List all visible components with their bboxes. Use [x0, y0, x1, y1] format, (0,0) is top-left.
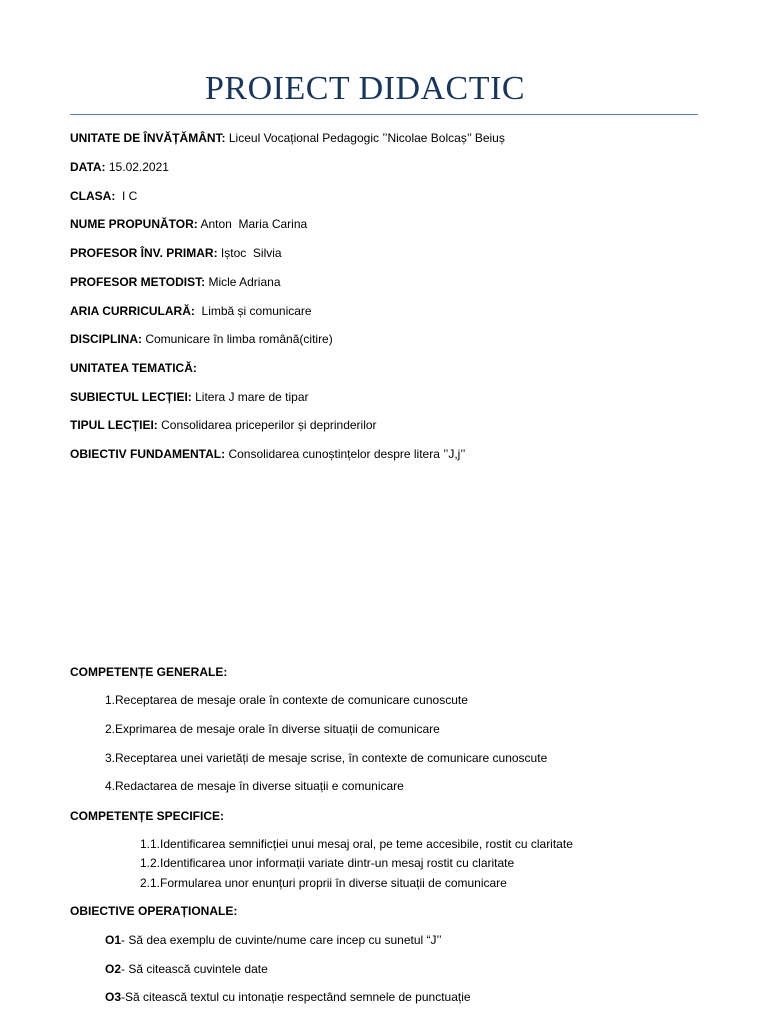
list-item: 3.Receptarea unei varietăți de mesaje scrise, în contexte de comunicare cunoscute: [105, 751, 548, 765]
field-label: ARIA CURRICULARĂ:: [70, 304, 195, 318]
list-item: 4.Redactarea de mesaje în diverse situații e comunicare: [105, 779, 404, 793]
competente-generale-heading: COMPETENȚE GENERALE:: [70, 665, 228, 679]
list-item: 1.2.Identificarea unor informații variate dintr-un mesaj rostit cu claritate: [140, 856, 515, 870]
field-label: TIPUL LECȚIEI:: [70, 418, 158, 432]
field-value: Liceul Vocațional Pedagogic ’’Nicolae Bolcaș’’ Beiuș: [225, 131, 505, 145]
field-disciplina: [70, 331, 333, 347]
field-profesor-inv: [70, 245, 282, 261]
field-unitate: [70, 130, 505, 146]
field-label: NUME PROPUNĂTOR:: [70, 217, 198, 231]
field-profesor-metodist: [70, 274, 281, 290]
field-label: PROFESOR METODIST:: [70, 275, 206, 289]
list-item: 1.Receptarea de mesaje orale în contexte de comunicare cunoscute: [105, 693, 468, 707]
objective-item: [105, 961, 268, 977]
field-data: [70, 159, 169, 175]
list-item: 2.Exprimarea de mesaje orale în diverse situații de comunicare: [105, 722, 440, 736]
field-value: I C: [115, 189, 138, 203]
field-label: DATA:: [70, 160, 106, 174]
competente-specifice-heading: COMPETENȚE SPECIFICE:: [70, 809, 225, 823]
field-value: Litera J mare de tipar: [191, 390, 309, 404]
field-unitatea-tematica: [70, 360, 197, 376]
field-label: PROFESOR ÎNV. PRIMAR:: [70, 246, 218, 260]
list-item: 1.1.Identificarea semnificției unui mesaj oral, pe teme accesibile, rostit cu claritate: [140, 837, 573, 851]
field-label: DISCIPLINA:: [70, 332, 142, 346]
field-label: CLASA:: [70, 189, 116, 203]
field-propunator: [70, 216, 307, 232]
field-value: Consolidarea cunoștințelor despre litera ’’J,j’’: [225, 447, 466, 461]
obiective-heading: OBIECTIVE OPERAȚIONALE:: [70, 904, 238, 918]
objective-text: - Să citească cuvintele date: [121, 962, 268, 976]
objective-text: -Să citească textul cu intonație respectând semnele de punctuație: [121, 990, 471, 1004]
objective-text: - Să dea exemplu de cuvinte/nume care incep cu sunetul “J’’: [121, 933, 442, 947]
field-value: Limbă și comunicare: [194, 304, 312, 318]
field-clasa: [70, 188, 137, 204]
field-value: Consolidarea priceperilor și deprinderilor: [157, 418, 377, 432]
field-value: Micle Adriana: [205, 275, 281, 289]
field-label: UNITATE DE ÎNVĂȚĂMÂNT:: [70, 131, 226, 145]
field-value: Iștoc Silvia: [217, 246, 282, 260]
objective-code: O3: [105, 990, 122, 1004]
field-value: Anton Maria Carina: [197, 217, 308, 231]
list-item: 2.1.Formularea unor enunțuri proprii în diverse situații de comunicare: [140, 876, 507, 890]
field-value: 15.02.2021: [105, 160, 169, 174]
field-label: OBIECTIV FUNDAMENTAL:: [70, 447, 226, 461]
field-label: UNITATEA TEMATICĂ:: [70, 361, 197, 375]
objective-item: [105, 932, 442, 948]
field-aria: [70, 303, 312, 319]
objective-code: O1: [105, 933, 122, 947]
objective-item: [105, 989, 471, 1005]
field-tipul: [70, 417, 377, 433]
objective-code: O2: [105, 962, 122, 976]
field-value: Comunicare în limba română(citire): [142, 332, 333, 346]
field-subiect: [70, 389, 309, 405]
document-title: PROIECT DIDACTIC: [205, 70, 525, 107]
field-label: SUBIECTUL LECȚIEI:: [70, 390, 192, 404]
title-underline: [70, 114, 698, 115]
field-obiectiv: [70, 446, 465, 462]
